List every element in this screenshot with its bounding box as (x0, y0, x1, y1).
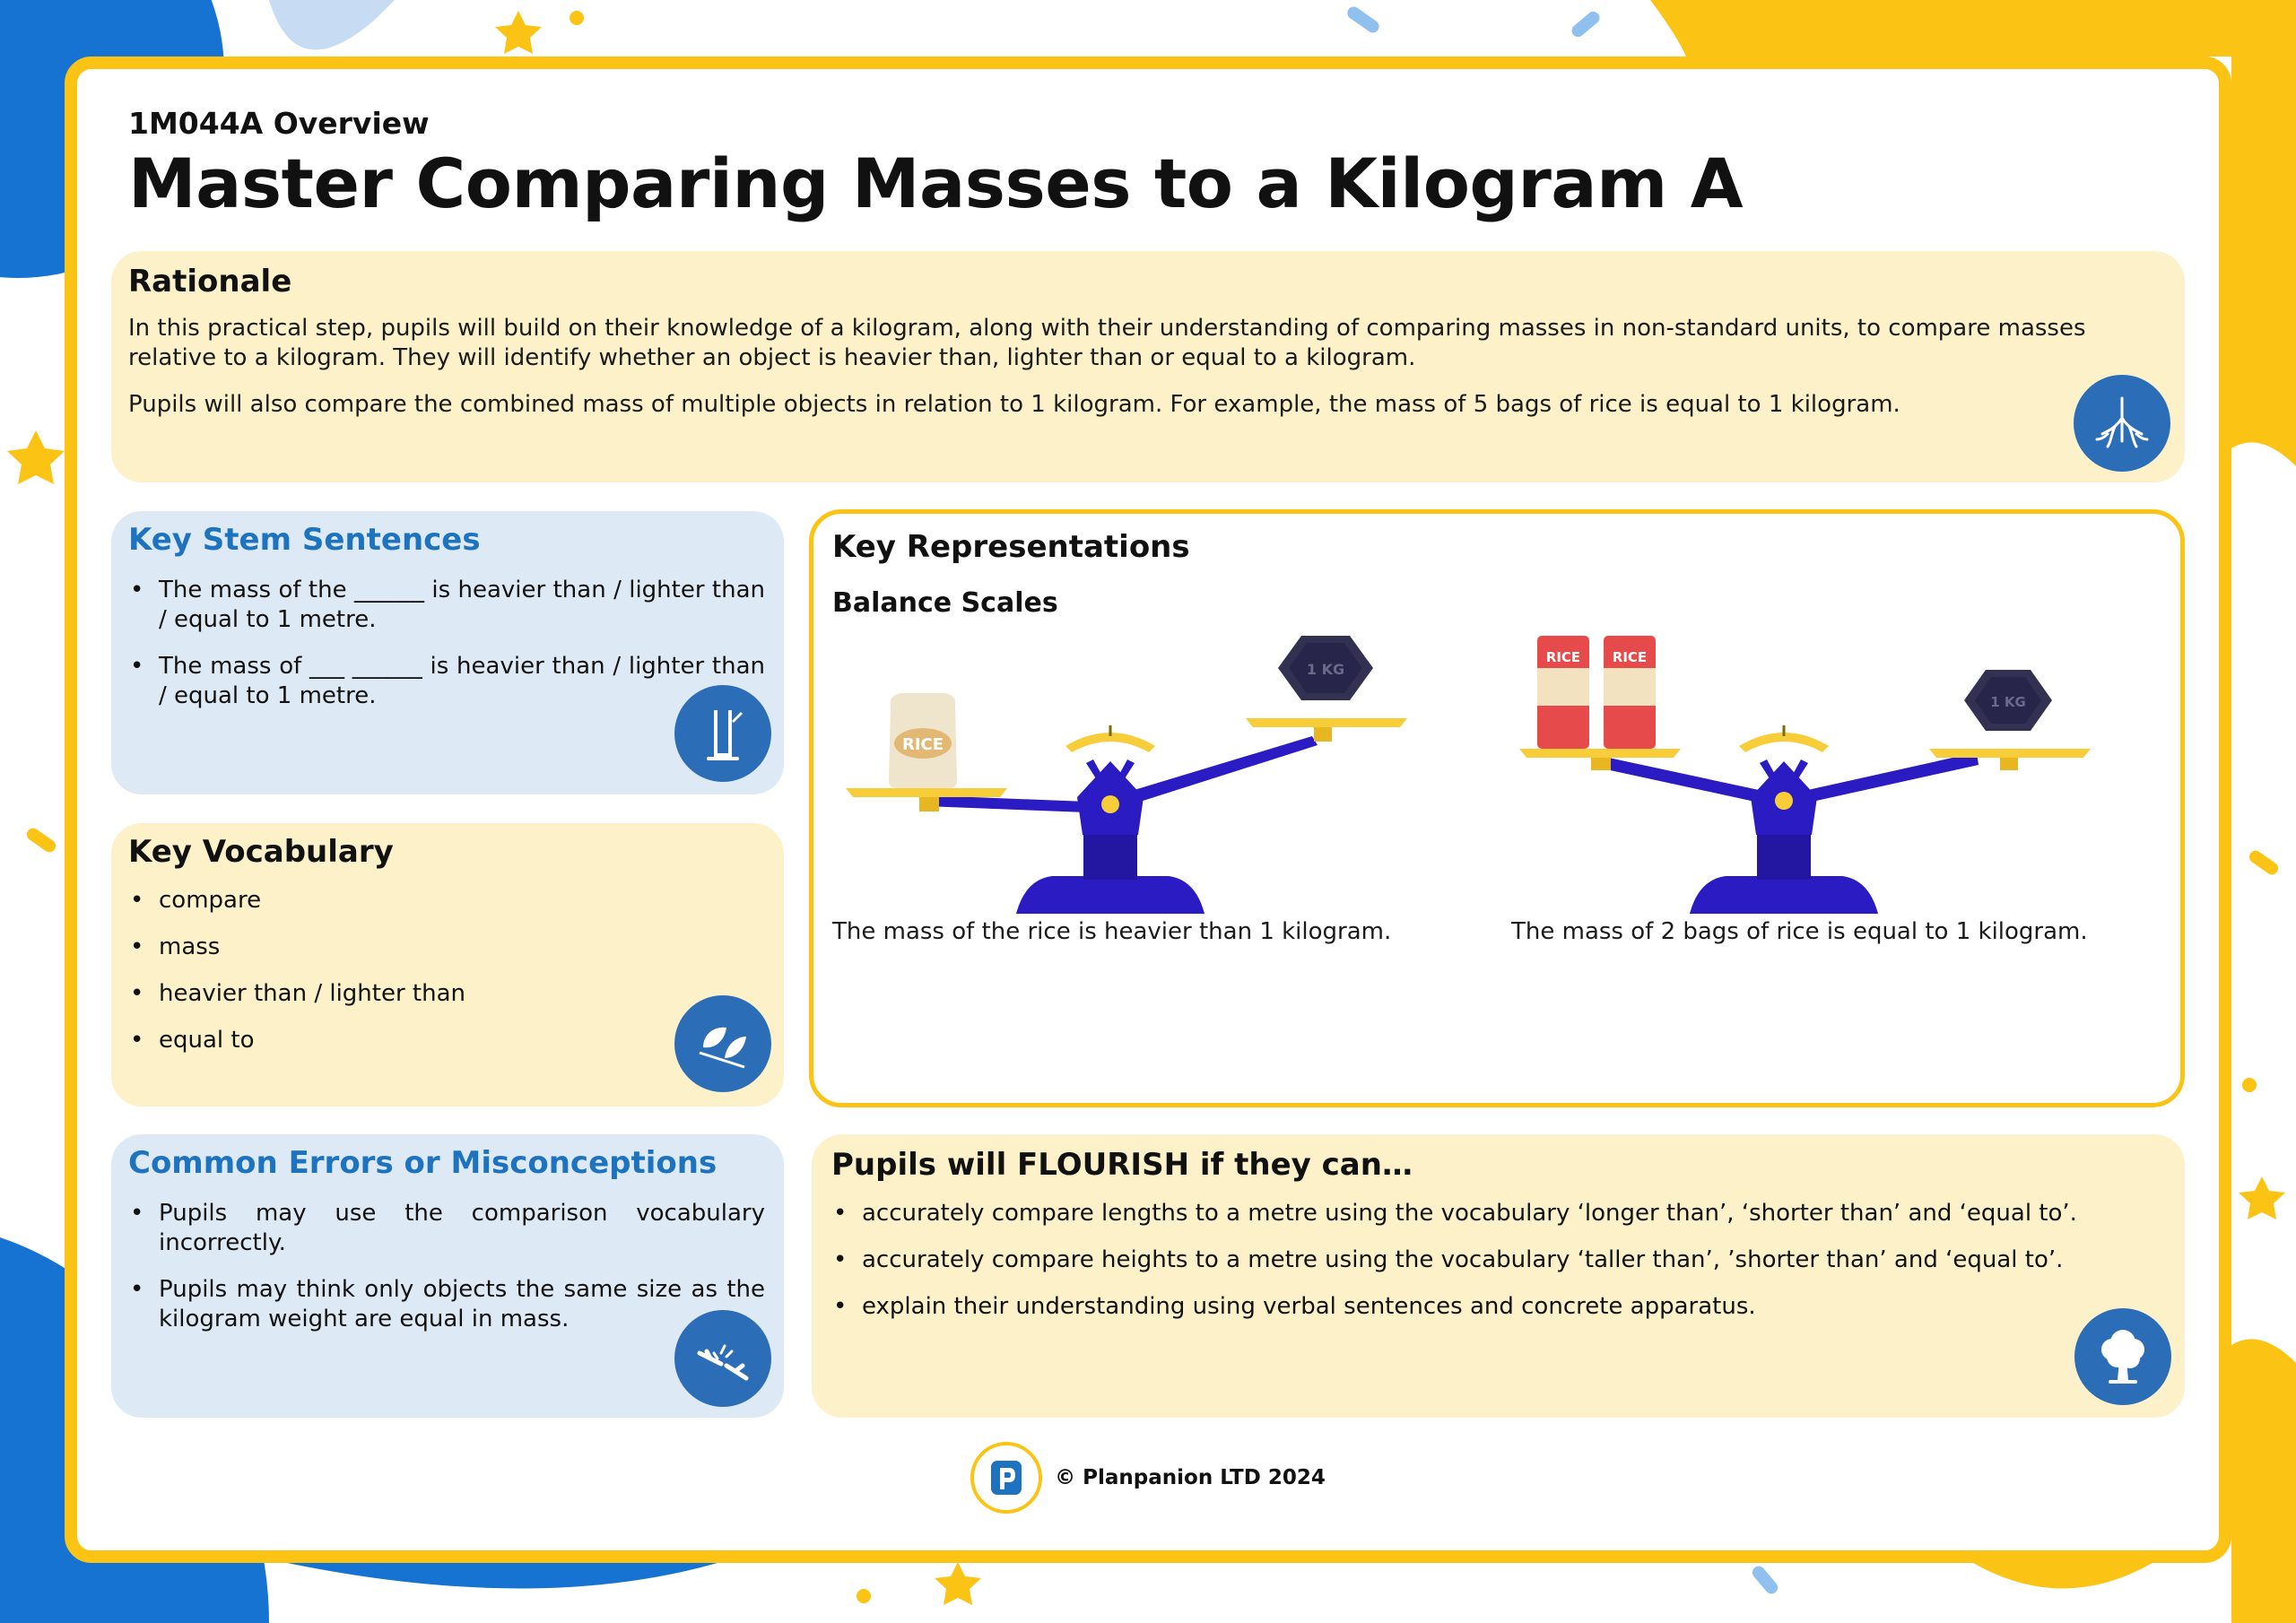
leaves-icon (674, 995, 771, 1092)
list-item: • accurately compare lengths to a metre using the vocabulary ‘longer than’, ‘shorter than’ and ‘equal to’. (831, 1199, 2141, 1228)
left-caption: The mass of the rice is heavier than 1 kilogram. (832, 918, 1392, 945)
keyrep-subheading: Balance Scales (832, 587, 1058, 619)
errors-list (128, 1199, 765, 1351)
stem-list (128, 576, 765, 728)
keyrep-heading: Key Representations (832, 529, 1190, 565)
rationale-text (128, 314, 2170, 437)
list-item: • Pupils may think only objects the same size as the kilogram weight are equal in mass. (128, 1275, 765, 1334)
balance-scale-rice-heavier (846, 636, 1429, 914)
planpanion-logo-icon (970, 1442, 1042, 1514)
list-item: • mass (128, 933, 765, 962)
right-caption: The mass of 2 bags of rice is equal to 1 kilogram. (1511, 918, 2088, 945)
rice-label: RICE (901, 735, 944, 754)
page-title: Master Comparing Masses to a Kilogram A (128, 143, 1744, 223)
tree-icon (2074, 1308, 2171, 1405)
list-item: • The mass of ___ ______ is heavier than / lighter than / equal to 1 metre. (128, 652, 765, 711)
stem-sentences-panel (111, 511, 784, 794)
list-item: • compare (128, 886, 765, 916)
rice-label: RICE (1545, 649, 1581, 665)
list-item: • accurately compare heights to a metre using the vocabulary ‘taller than’, ’shorter than’ and ‘equal to’. (831, 1245, 2141, 1275)
tree-trunk-icon (674, 685, 771, 782)
overview-code: 1M044A Overview (128, 106, 430, 141)
flourish-list (831, 1199, 2141, 1339)
stem-heading: Key Stem Sentences (128, 522, 481, 558)
key-representations-panel (809, 509, 2185, 1107)
copyright: © Planpanion LTD 2024 (1055, 1466, 1326, 1489)
list-item: • Pupils may use the comparison vocabulary incorrectly. (128, 1199, 765, 1258)
weight-label: 1 KG (1990, 694, 2026, 710)
rationale-panel (111, 251, 2185, 482)
rationale-heading: Rationale (128, 264, 292, 299)
roots-icon (2074, 375, 2170, 472)
vocabulary-panel (111, 823, 784, 1107)
balance-scale-rice-equal (1519, 636, 2102, 914)
list-item: • explain their understanding using verbal sentences and concrete apparatus. (831, 1292, 2141, 1322)
rationale-paragraph: In this practical step, pupils will build on their knowledge of a kilogram, along with their understanding of comparing masses in non-standard units, to compare masses relative to a kilogram. They will identify whether an object is heavier than, lighter than or equal to a kilogram. (128, 315, 2086, 371)
rationale-paragraph: Pupils will also compare the combined mass of multiple objects in relation to 1 kilogram. For example, the mass of 5 bags of rice is equal to 1 kilogram. (128, 391, 1900, 418)
errors-heading: Common Errors or Misconceptions (128, 1145, 718, 1181)
vocab-list (128, 886, 765, 1072)
rice-label: RICE (1612, 649, 1648, 665)
list-item: • heavier than / lighter than (128, 979, 765, 1009)
broken-branch-icon (674, 1310, 771, 1407)
misconceptions-panel (111, 1134, 784, 1418)
vocab-heading: Key Vocabulary (128, 834, 394, 870)
weight-label: 1 KG (1306, 661, 1345, 678)
footer (0, 1442, 2296, 1514)
flourish-panel (812, 1134, 2185, 1418)
list-item: • equal to (128, 1026, 765, 1055)
list-item: • The mass of the ______ is heavier than / lighter than / equal to 1 metre. (128, 576, 765, 635)
flourish-heading: Pupils will FLOURISH if they can… (831, 1147, 1413, 1183)
